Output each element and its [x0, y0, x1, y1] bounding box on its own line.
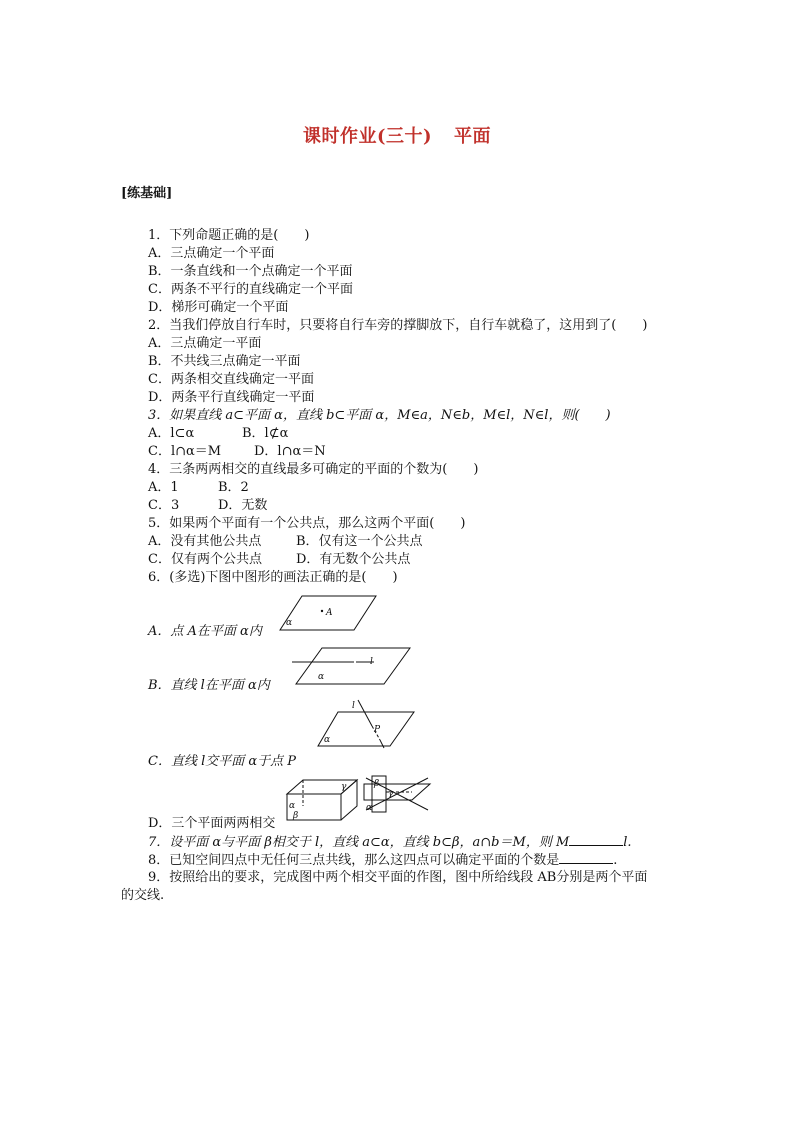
fig-d2-alpha-label: α — [366, 803, 373, 813]
q1-option-c: C．两条不平行的直线确定一个平面 — [148, 282, 353, 297]
q9-line-1: 9．按照给出的要求，完成图中两个相交平面的作图，图中所给线段 AB分别是两个平面 — [148, 870, 648, 885]
q3-option-d: D．l∩α＝N — [254, 444, 326, 459]
fig-c-line-label: l — [352, 701, 355, 711]
q6-option-a: A．点 A在平面 α内 — [148, 624, 262, 639]
q5-option-c: C．仅有两个公共点 — [148, 552, 262, 567]
fig-b-alpha-label: α — [318, 672, 325, 682]
fig-d1-beta-label: β — [293, 811, 299, 821]
fig-c-point-label: P — [374, 725, 381, 735]
q2-option-a: A．三点确定一平面 — [148, 336, 262, 351]
plane-alpha-shape — [318, 712, 414, 746]
q2-option-b: B．不共线三点确定一平面 — [148, 354, 301, 369]
q6-option-b: B．直线 l在平面 α内 — [148, 678, 270, 693]
q5-option-b: B．仅有这一个公共点 — [296, 534, 423, 549]
q6-option-d: D．三个平面两两相交 — [148, 816, 276, 831]
q1-stem: 1．下列命题正确的是( ) — [148, 228, 310, 243]
page-title — [0, 122, 794, 148]
q8-text: 8．已知空间四点中无任何三点共线，那么这四点可以确定平面的个数是 — [148, 853, 560, 868]
q1-option-d: D．梯形可确定一个平面 — [148, 300, 289, 315]
q8-line — [148, 852, 617, 869]
q4-option-d: D．无数 — [218, 498, 268, 513]
line-l-top — [358, 700, 372, 726]
q8-answer-blank[interactable] — [559, 852, 613, 864]
line-l-bottom — [380, 740, 384, 748]
q7-answer-blank[interactable] — [569, 834, 623, 846]
q3-option-c: C．l∩α＝M — [148, 444, 222, 459]
q4-option-a: A．1 — [148, 480, 179, 495]
q8-tail: . — [613, 853, 618, 868]
plane-alpha-shape — [296, 648, 410, 684]
q5-option-a: A．没有其他公共点 — [148, 534, 262, 549]
figure-b — [292, 646, 412, 688]
q4-option-c: C．3 — [148, 498, 180, 513]
fig-a-point-label: A — [326, 608, 333, 618]
fig-d2-beta-label: β — [374, 779, 380, 789]
fig-b-line-label: l — [370, 657, 373, 667]
q1-option-a: A．三点确定一个平面 — [148, 246, 275, 261]
q5-stem: 5．如果两个平面有一个公共点，那么这两个平面( ) — [148, 516, 466, 531]
q5-option-d: D．有无数个公共点 — [296, 552, 411, 567]
q3-option-a: A．l⊂α — [148, 426, 195, 441]
figure-c — [318, 700, 418, 750]
q9-line-2: 的交线. — [121, 888, 165, 903]
q6-option-c: C．直线 l交平面 α于点 P — [148, 754, 297, 769]
q7-line — [148, 834, 632, 851]
q7-tail: l. — [623, 835, 632, 850]
q6-stem: 6．(多选)下图中图形的画法正确的是( ) — [148, 570, 398, 585]
fig-d2-gamma-label: γ — [388, 789, 394, 799]
fig-d1-gamma-label: γ — [341, 782, 347, 792]
q1-option-b: B．一条直线和一个点确定一个平面 — [148, 264, 353, 279]
q2-stem: 2．当我们停放自行车时，只要将自行车旁的撑脚放下，自行车就稳了，这用到了( ) — [148, 318, 648, 333]
section-heading: [练基础] — [121, 186, 173, 201]
q3-stem: 3．如果直线 a⊂平面 α，直线 b⊂平面 α，M∈a，N∈b，M∈l，N∈l，则( ) — [148, 408, 611, 423]
q2-option-c: C．两条相交直线确定一平面 — [148, 372, 314, 387]
fig-c-alpha-label: α — [324, 735, 331, 745]
q7-text: 7．设平面 α与平面 β相交于 l，直线 a⊂α，直线 b⊂β，a∩b＝M，则 M — [148, 835, 570, 850]
fig-d1-alpha-label: α — [289, 801, 296, 811]
figure-a — [280, 594, 380, 634]
fig-a-alpha-label: α — [286, 618, 293, 628]
plane-gamma-shape — [287, 780, 357, 794]
q4-stem: 4．三条两两相交的直线最多可确定的平面的个数为( ) — [148, 462, 479, 477]
q3-option-b: B．l⊄α — [242, 426, 289, 441]
title-topic: 平面 — [454, 126, 492, 147]
point-a-dot — [321, 610, 323, 612]
title-main: 课时作业(三十) — [302, 126, 433, 147]
figure-d-box — [287, 776, 359, 822]
q4-option-b: B．2 — [218, 480, 249, 495]
figure-d-planes — [364, 774, 432, 820]
q2-option-d: D．两条平行直线确定一平面 — [148, 390, 315, 405]
